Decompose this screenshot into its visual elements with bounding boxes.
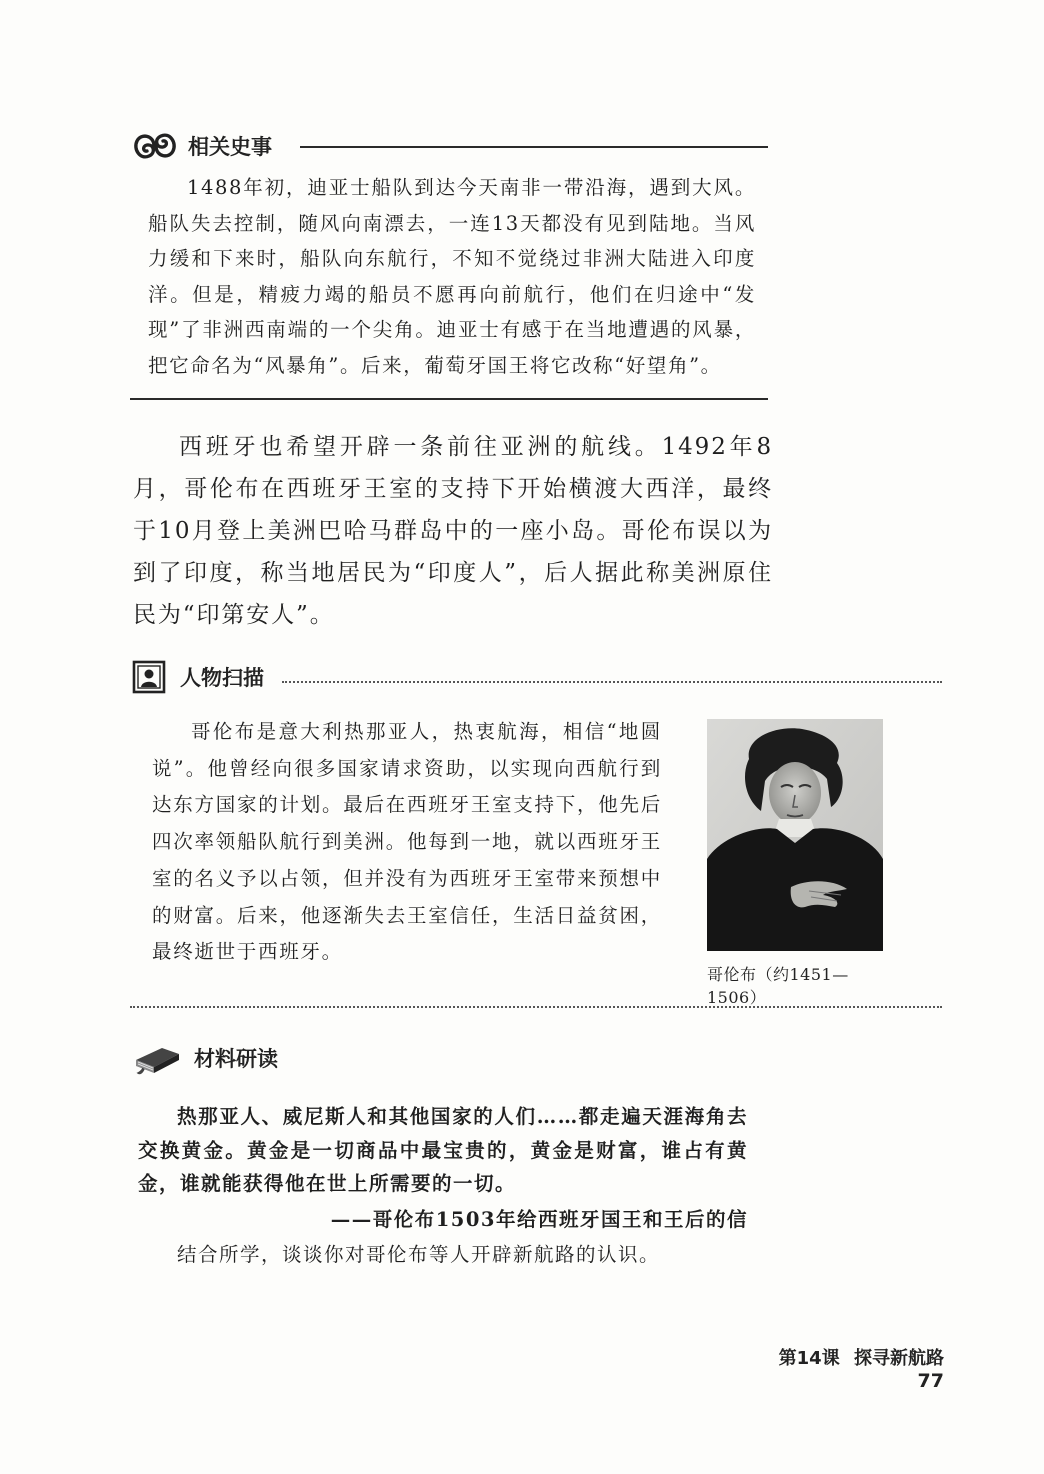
lesson-title: 探寻新航路 [854,1348,944,1369]
columbus-portrait [707,719,883,951]
material-question: 结合所学，谈谈你对哥伦布等人开辟新航路的认识。 [177,1243,661,1266]
page-footer [734,1344,944,1392]
book-icon [132,1038,182,1078]
main-text [133,426,773,636]
related-history-paragraph: 1488年初，迪亚士船队到达今天南非一带沿海，遇到大风。船队失去控制，随风向南漂去，一连13天都没有见到陆地。当风力缓和下来时，船队向东航行，不知不觉绕过非洲大陆进入印度洋。但是，精疲力竭的船员不愿再向前航行，他们在归途中“发现”了非洲西南端的一个尖角。迪亚士有感于在当地遭遇的风暴，把它命名为“风暴角”。后来，葡萄牙国王将它改称“好望角”。 [148,176,756,377]
person-scan-title: 人物扫描 [180,666,264,690]
material-reading-header [132,1038,532,1078]
box-bottom-rule [130,398,768,400]
header-dotted-rule [282,681,942,683]
page-number: 77 [917,1370,944,1392]
person-scan-body [152,714,662,971]
material-quote: 热那亚人、威尼斯人和其他国家的人们……都走遍天涯海角去交换黄金。黄金是一切商品中最宝贵的，黄金是财富，谁占有黄金，谁就能获得他在世上所需要的一切。 [138,1105,748,1195]
section-dotted-rule [130,1006,942,1008]
related-history-header [132,126,768,166]
material-attribution: ——哥伦布1503年给西班牙国王和王后的信 [330,1207,748,1231]
material-reading-title: 材料研读 [194,1047,278,1071]
portrait-caption: 哥伦布（约1451—1506） [707,965,849,1007]
related-history-body [148,170,756,384]
lesson-number: 第14课 [778,1348,840,1369]
main-paragraph: 西班牙也希望开辟一条前往亚洲的航线。1492年8月，哥伦布在西班牙王室的支持下开始横渡大西洋，最终于10月登上美洲巴哈马群岛中的一座小岛。哥伦布误以为到了印度，称当地居民为“印度人”，后人据此称美洲原住民为“印第安人”。 [133,434,773,628]
header-rule [300,146,768,148]
related-history-title: 相关史事 [188,135,272,159]
portrait-frame-icon [132,660,166,694]
person-scan-paragraph: 哥伦布是意大利热那亚人，热衷航海，相信“地圆说”。他曾经向很多国家请求资助，以实现向西航行到达东方国家的计划。最后在西班牙王室支持下，他先后四次率领船队航行到美洲。他每到一地，就以西班牙王室的名义予以占领，但并没有为西班牙王室带来预想中的财富。后来，他逐渐失去王室信任，生活日益贫困，最终逝世于西班牙。 [152,720,662,964]
material-reading-body [138,1100,748,1272]
person-scan-header [132,660,942,694]
swirl-icon [132,126,178,166]
columbus-portrait-image [707,719,883,951]
